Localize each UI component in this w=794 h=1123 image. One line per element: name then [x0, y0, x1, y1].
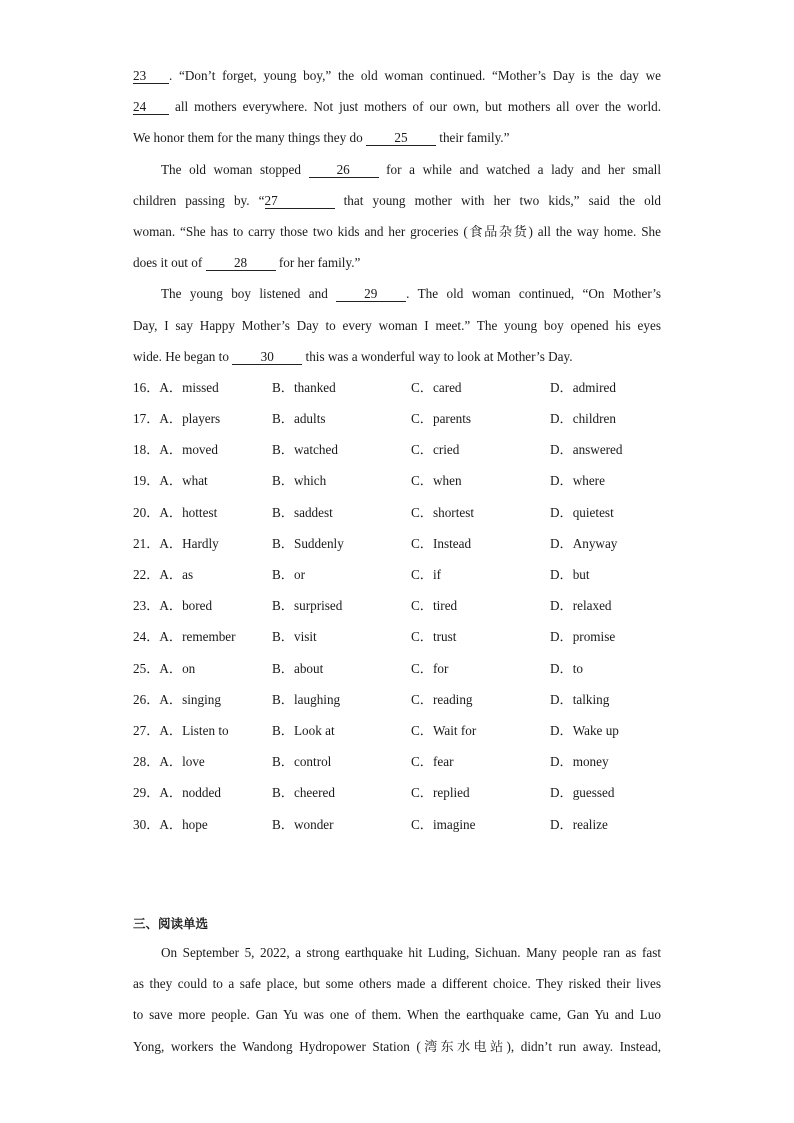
passage-line: Yong, workers the Wandong Hydropower Station (湾东水电站), didn’t run away. Instead,: [133, 1038, 661, 1054]
option-cell: [550, 497, 660, 528]
option-a: A．hottest: [159, 504, 218, 520]
option-cell: [550, 372, 660, 403]
option-cell: [411, 372, 550, 403]
option-cell: [411, 528, 550, 559]
passage-line: children passing by. “27 that young mother with her two kids,” said the old: [133, 192, 661, 208]
option-b: B．about: [272, 660, 324, 676]
option-c: C．replied: [411, 785, 470, 801]
passage-line: does it out of 28 for her family.”: [133, 255, 361, 271]
option-b: B．wonder: [272, 816, 334, 832]
option-d: D．children: [550, 411, 616, 427]
option-row: [133, 372, 661, 403]
option-d: D．talking: [550, 691, 610, 707]
option-c: C．when: [411, 473, 462, 489]
option-cell: [272, 528, 411, 559]
option-d: D．but: [550, 567, 590, 582]
option-d: D．where: [550, 473, 605, 489]
option-cell: [550, 653, 660, 684]
option-row: [133, 559, 661, 590]
options-list: [133, 372, 661, 840]
option-cell: [272, 559, 411, 590]
option-c: C．imagine: [411, 816, 476, 832]
option-d: D．guessed: [550, 785, 615, 801]
option-cell: [133, 684, 272, 715]
option-row: [133, 715, 661, 746]
option-b: B．laughing: [272, 691, 341, 707]
option-row: [133, 746, 661, 777]
question-number: 24．: [133, 629, 160, 645]
question-number: 17．: [133, 411, 160, 427]
option-cell: [550, 559, 660, 590]
option-cell: [272, 465, 411, 496]
option-b: B．watched: [272, 442, 338, 458]
option-cell: [411, 559, 550, 590]
option-d: D．relaxed: [550, 598, 612, 614]
option-cell: [272, 372, 411, 403]
option-cell: [133, 746, 272, 777]
option-c: C．Instead: [411, 535, 472, 551]
option-c: C．for: [411, 660, 449, 676]
passage-line: 23 . “Don’t forget, young boy,” the old woman continued. “Mother’s Day is the day we: [133, 68, 661, 83]
option-d: D．answered: [550, 442, 623, 458]
blank-28: 28: [206, 255, 276, 271]
option-b: B．which: [272, 473, 327, 489]
option-cell: [550, 777, 660, 808]
option-cell: [550, 809, 660, 840]
blank-30: 30: [232, 349, 302, 365]
passage-line: woman. “She has to carry those two kids and her groceries (食品杂货) all the way home. She: [133, 223, 661, 239]
option-c: C．shortest: [411, 504, 475, 520]
option-c: C．cared: [411, 379, 462, 395]
reading-section: [133, 910, 661, 1062]
option-d: D．Anyway: [550, 535, 618, 551]
option-cell: [411, 809, 550, 840]
option-b: B．Look at: [272, 722, 335, 738]
option-cell: [550, 621, 660, 652]
option-cell: [272, 746, 411, 777]
option-cell: [133, 653, 272, 684]
option-b: B．Suddenly: [272, 535, 344, 551]
question-number: 23．: [133, 598, 160, 614]
option-row: [133, 621, 661, 652]
option-cell: [272, 809, 411, 840]
question-number: 28．: [133, 754, 160, 770]
option-b: B．surprised: [272, 598, 343, 614]
option-d: D．promise: [550, 629, 616, 645]
option-row: [133, 653, 661, 684]
option-cell: [133, 777, 272, 808]
option-d: D．Wake up: [550, 722, 619, 738]
passage-line: We honor them for the many things they do 25 their family.”: [133, 130, 510, 146]
question-number: 16．: [133, 379, 160, 395]
option-cell: [272, 653, 411, 684]
passage-line: On September 5, 2022, a strong earthquake hit Luding, Sichuan. Many people ran as fast: [161, 945, 661, 960]
option-a: A．players: [159, 411, 221, 427]
question-number: 20．: [133, 504, 160, 520]
option-cell: [133, 715, 272, 746]
option-cell: [133, 528, 272, 559]
option-cell: [133, 809, 272, 840]
option-a: A．singing: [159, 691, 221, 707]
blank-25: 25: [366, 130, 436, 146]
question-number: 26．: [133, 691, 160, 707]
option-cell: [133, 403, 272, 434]
option-d: D．money: [550, 754, 609, 770]
option-cell: [272, 497, 411, 528]
option-b: B．control: [272, 754, 332, 770]
option-a: A．missed: [159, 379, 219, 395]
option-cell: [272, 777, 411, 808]
option-a: A．Hardly: [159, 535, 219, 551]
option-d: D．to: [550, 660, 583, 676]
blank-29: 29: [336, 286, 406, 302]
option-c: C．tired: [411, 598, 458, 614]
option-row: [133, 777, 661, 808]
option-cell: [411, 434, 550, 465]
option-a: A．hope: [159, 816, 208, 832]
option-b: B．saddest: [272, 504, 333, 520]
option-row: [133, 403, 661, 434]
passage-line: to save more people. Gan Yu was one of them. When the earthquake came, Gan Yu and Luo: [133, 1007, 661, 1023]
question-number: 29．: [133, 785, 160, 801]
option-cell: [272, 684, 411, 715]
passage-line: The young boy listened and 29 . The old woman continued, “On Mother’s: [161, 286, 661, 302]
option-row: [133, 684, 661, 715]
option-cell: [411, 715, 550, 746]
question-number: 18．: [133, 442, 160, 458]
passage-line: The old woman stopped 26 for a while and watched a lady and her small: [161, 161, 662, 177]
question-number: 19．: [133, 473, 160, 489]
option-a: A．moved: [159, 442, 218, 458]
option-a: A．Listen to: [159, 722, 229, 738]
option-cell: [550, 434, 660, 465]
option-a: A．on: [159, 660, 196, 676]
option-cell: [133, 590, 272, 621]
cloze-passage: [133, 60, 661, 840]
option-cell: [411, 465, 550, 496]
option-c: C．Wait for: [411, 722, 477, 738]
passage-line: wide. He began to 30 this was a wonderful way to look at Mother’s Day.: [133, 348, 573, 364]
option-row: [133, 590, 661, 621]
option-b: B．or: [272, 567, 305, 582]
question-number: 22．: [133, 567, 160, 582]
option-cell: [272, 403, 411, 434]
option-cell: [272, 434, 411, 465]
option-a: A．remember: [159, 629, 236, 645]
option-cell: [133, 372, 272, 403]
option-a: A．as: [159, 567, 194, 582]
option-cell: [133, 465, 272, 496]
option-d: D．admired: [550, 379, 616, 395]
option-cell: [133, 559, 272, 590]
option-c: C．fear: [411, 754, 454, 770]
blank-23: 23: [133, 68, 169, 84]
option-cell: [550, 403, 660, 434]
option-c: C．cried: [411, 442, 460, 458]
option-b: B．cheered: [272, 785, 335, 801]
option-a: A．what: [159, 473, 208, 489]
option-row: [133, 465, 661, 496]
question-number: 25．: [133, 660, 160, 676]
option-c: C．if: [411, 567, 442, 582]
option-cell: [272, 590, 411, 621]
option-cell: [133, 621, 272, 652]
option-d: D．realize: [550, 816, 608, 832]
option-b: B．adults: [272, 411, 326, 427]
question-number: 27．: [133, 722, 160, 738]
option-cell: [411, 684, 550, 715]
option-cell: [411, 590, 550, 621]
option-a: A．nodded: [159, 785, 221, 801]
option-cell: [411, 621, 550, 652]
passage-line: Day, I say Happy Mother’s Day to every woman I meet.” The young boy opened his eyes: [133, 317, 661, 333]
option-cell: [550, 528, 660, 559]
option-row: [133, 809, 661, 840]
option-cell: [550, 590, 660, 621]
blank-26: 26: [309, 162, 379, 178]
option-a: A．bored: [159, 598, 213, 614]
option-row: [133, 497, 661, 528]
option-cell: [550, 715, 660, 746]
option-cell: [550, 684, 660, 715]
option-cell: [550, 465, 660, 496]
option-cell: [550, 746, 660, 777]
option-cell: [133, 497, 272, 528]
option-b: B．thanked: [272, 379, 336, 395]
option-row: [133, 434, 661, 465]
blank-24: 24: [133, 99, 169, 115]
question-number: 30．: [133, 816, 160, 832]
option-a: A．love: [159, 754, 205, 770]
option-cell: [411, 403, 550, 434]
passage-line: 24 all mothers everywhere. Not just mothers of our own, but mothers all over the world.: [133, 99, 661, 115]
option-c: C．trust: [411, 629, 457, 645]
option-cell: [411, 746, 550, 777]
question-number: 21．: [133, 535, 160, 551]
option-c: C．parents: [411, 411, 472, 427]
option-cell: [133, 434, 272, 465]
option-row: [133, 528, 661, 559]
option-cell: [411, 777, 550, 808]
option-c: C．reading: [411, 691, 473, 707]
option-cell: [272, 621, 411, 652]
option-cell: [272, 715, 411, 746]
section-title: 三、阅读单选: [133, 916, 209, 931]
passage-line: as they could to a safe place, but some others made a different choice. They risked their lives: [133, 976, 661, 992]
blank-27: 27: [265, 193, 335, 209]
option-d: D．quietest: [550, 504, 614, 520]
option-cell: [411, 653, 550, 684]
option-cell: [411, 497, 550, 528]
option-b: B．visit: [272, 629, 317, 645]
